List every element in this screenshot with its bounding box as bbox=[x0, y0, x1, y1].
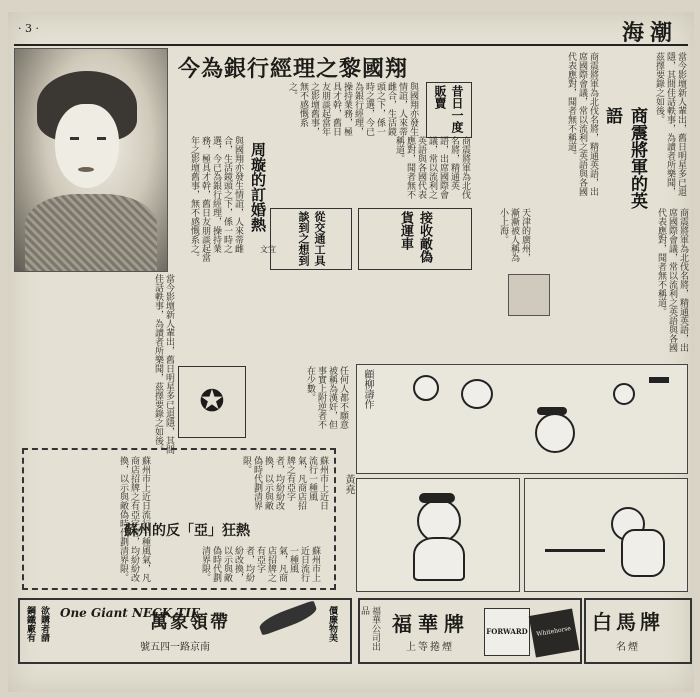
right-lower-article: 商震將軍為北伐名將，精通英語，出席國際會議，常以流利之英語與各國代表應對，聞者無不稱道。 bbox=[656, 208, 688, 352]
tie-brand: 萬象領帶 bbox=[150, 612, 230, 633]
fuhua-maker: 福華公司出品 bbox=[359, 606, 380, 651]
sub-head-1: 昔日一度販賣 bbox=[433, 85, 464, 133]
photo-dress bbox=[25, 194, 157, 271]
star-icon: ✪ bbox=[199, 384, 225, 419]
left-long-article: 當今影壇新人輩出，舊日明星多已退隱，其間佳話軼事，為讀者所樂聞，茲擇要錄之如後。 bbox=[153, 274, 174, 454]
small-column-1: 任何人都不願意被稱為漢奸，但事實上附逆者不在少數。 bbox=[305, 366, 348, 429]
ad-side-left-1: 鋼鐵廠有 bbox=[25, 606, 35, 642]
bottom-box-headline: 蘇州的反「亞」狂熱 bbox=[124, 523, 250, 539]
bottom-box-body: 蘇州市上近日流行一種風氣，凡商店招牌之有亞字者，均紛紛改換，以示與敵偽時代劃清界限。 bbox=[118, 456, 150, 582]
bottom-box-body-3: 蘇州市上近日流行一種風氣，凡商店招牌之有亞字者，均紛紛改換，以示與敵偽時代劃清界限。 bbox=[200, 546, 320, 582]
cartoon-figure-body-2 bbox=[621, 529, 665, 577]
main-headline: 今為銀行經理之黎國翔 bbox=[178, 56, 409, 82]
tie-ad bbox=[18, 598, 352, 664]
masthead: 海潮 bbox=[621, 20, 678, 46]
star-emblem-box bbox=[178, 366, 246, 438]
sub-head-4: 接收敵偽貨運車 bbox=[398, 211, 432, 263]
right-small-col: 天津的廣州，漸漸被人稱為小上海。 bbox=[498, 208, 530, 262]
cigarette-pack bbox=[529, 608, 580, 657]
cartoon-figure-body bbox=[413, 537, 465, 581]
sub-head-2: 周璇的訂婚熱 bbox=[249, 142, 267, 232]
main-headline-block bbox=[178, 52, 428, 83]
photo-eye-left bbox=[70, 137, 79, 140]
cartoon-head-3 bbox=[535, 413, 575, 453]
cartoon-panel-bottom-left bbox=[356, 478, 520, 592]
tie-script: One Giant NECK TIE bbox=[60, 606, 200, 620]
fuhua-ad bbox=[358, 598, 582, 664]
necktie-icon bbox=[257, 600, 319, 636]
newspaper-page bbox=[8, 12, 694, 692]
left-mid-article: 與國翔亦發生情誼，人來蒂雌合，生活鏡頭之下，係一時之選，今已為銀行經理，操持業務，極具才幹，舊日友朋談起當年之影壇舊事，無不感慨系之。 bbox=[189, 136, 243, 262]
cartoon-hat-2 bbox=[649, 377, 669, 383]
cartoon-stick bbox=[545, 549, 605, 552]
sub-head-box-3 bbox=[270, 208, 352, 270]
right-article-body: 商震將軍為北伐名將，精通英語，出席國際會議，常以流利之英語與各國代表應對，聞者無不稱道。 bbox=[566, 52, 598, 196]
mid-article-body: 商震將軍為北伐名將，精通英語，出席國際會議，常以流利之英語與各國代表應對，聞者無不稱道。 bbox=[394, 136, 470, 199]
fuhua-brand: 福華牌 bbox=[392, 612, 470, 636]
actress-photo bbox=[14, 48, 168, 272]
tie-side: 價廉物美 bbox=[327, 606, 337, 642]
tie-address: 號五四一路京南 bbox=[140, 642, 210, 653]
photo-eye-right bbox=[97, 137, 106, 140]
baima-brand: 白馬牌 bbox=[592, 610, 664, 634]
sub-byline: 文宜 bbox=[260, 245, 276, 254]
cartoon-artist-right: 黃堯 bbox=[343, 474, 354, 494]
photo-lips bbox=[78, 167, 94, 172]
main-article-body: 與國翔亦發生情誼，人來蒂雌合，生活鏡頭之下，係一時之選，今已為銀行經理，操持業務，極具才幹，舊日友朋談起當年之影壇舊事，無不感慨系之。 bbox=[287, 82, 418, 136]
cartoon-head-1 bbox=[413, 375, 439, 401]
photo-face bbox=[55, 104, 119, 188]
sub-head-3: 從交通工具談到之想到 bbox=[297, 211, 326, 266]
cartoon-hat bbox=[537, 407, 567, 415]
sub-head-box-1 bbox=[426, 82, 472, 138]
cartoon-artist-left: 顧柳濤作 bbox=[362, 369, 373, 409]
baima-ad bbox=[584, 598, 692, 664]
bottom-box-body-2: 蘇州市上近日流行一種風氣，凡商店招牌之有亞字者，均紛紛改換，以示與敵偽時代劃清界限。 bbox=[241, 456, 328, 510]
cartoon-figure-hat bbox=[419, 493, 455, 503]
cig-pack-2: Whitehorse bbox=[535, 625, 572, 639]
sub-head-box-4 bbox=[358, 208, 472, 270]
bottom-feature-box bbox=[22, 448, 336, 590]
cartoon-head-2 bbox=[461, 379, 493, 409]
cartoon-panel-top bbox=[356, 364, 688, 474]
cig-pack-1: FORWARD bbox=[486, 627, 528, 636]
right-headline: 商震將軍的英語 bbox=[602, 107, 647, 209]
ad-side-left-2: 欲購者請 bbox=[39, 606, 49, 642]
cartoon-head-4 bbox=[613, 383, 635, 405]
right-article-body-2: 當今影壇新人輩出，舊日明星多已退隱，其間佳話軼事，為讀者所樂聞，茲擇要錄之如後。 bbox=[654, 52, 686, 196]
fuhua-sub: 上等捲煙 bbox=[406, 642, 454, 653]
small-figure-icon bbox=[508, 274, 550, 316]
cigarette-tin bbox=[484, 608, 530, 656]
top-rule bbox=[14, 44, 688, 46]
baima-sub: 名煙 bbox=[616, 642, 640, 653]
cartoon-panel-bottom-right bbox=[524, 478, 688, 592]
page-number: · 3 · bbox=[18, 22, 39, 35]
